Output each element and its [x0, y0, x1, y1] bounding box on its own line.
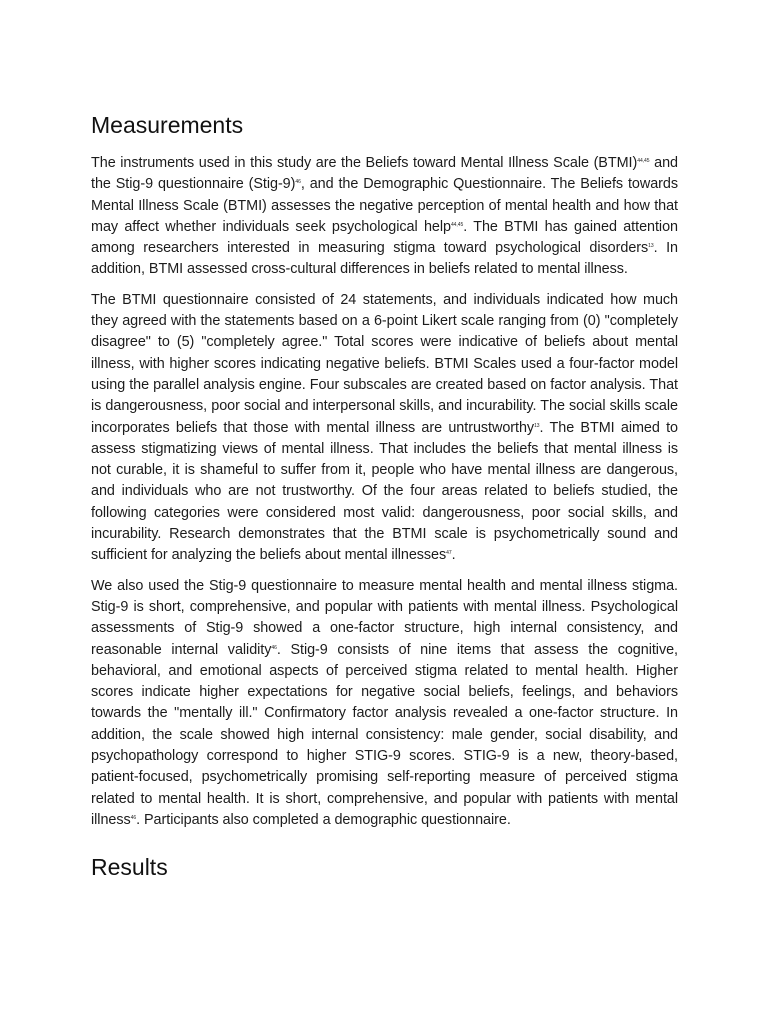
paragraph-instruments: [91, 153, 678, 281]
citation-superscript: 46: [130, 814, 137, 821]
text-run: We also used the Stig-9 questionnaire to measure mental health and mental illness stigma. Stig-9 is short, comprehensive, and popular with patients with mental illness. Psychological assessments of Stig-9 showed a one-factor structure, high internal consistency, and reasonable internal validity: [91, 577, 678, 658]
citation-superscript: 13: [648, 243, 654, 250]
text-run: . Stig-9 consists of nine items that assess the cognitive, behavioral, and emotional aspects of perceived stigma related to mental health. Higher scores indicate higher expectations for negative social beliefs, feelings, and behaviors towards the "mentally ill." Confirmatory factor analysis revealed a one-factor structure. In addition, the scale showed high internal consistency: male gender, social disability, and psychopathology correspond to higher STIG-9 scores. STIG-9 is a new, theory-based, patient-focused, psychometrically promising self-reporting measure of perceived stigma related to mental health. It is short, comprehensive, and popular with patients with mental illness: [91, 641, 678, 828]
text-run: . The BTMI has gained attention among researchers interested in measuring stigma toward psychological disorders: [91, 218, 678, 257]
text-run: The BTMI questionnaire consisted of 24 statements, and individuals indicated how much they agreed with the statements based on a 6-point Likert scale ranging from (0) "completely disagree" to (5) "completely agree." Total scores were indicative of beliefs about mental illness, with higher scores indicating negative beliefs. BTMI Scales used a four-factor model using the parallel analysis engine. Four subscales are created based on factor analysis. That is dangerousness, poor social and interpersonal skills, and incurability. The social skills scale incorporates beliefs that those with mental illness are untrustworthy: [91, 291, 678, 436]
citation-superscript: 46: [295, 179, 301, 186]
citation-superscript: 44,45: [637, 158, 650, 164]
text-run: , and the Demographic Questionnaire. The Beliefs towards Mental Illness Scale (BTMI) assesses the negative perception of mental health and how that may affect whether individuals seek psychological help: [91, 176, 679, 235]
section-heading-results: Results: [91, 854, 168, 881]
citation-superscript: 44,45: [450, 221, 464, 228]
citation-superscript: 13: [534, 422, 540, 429]
text-run: .: [451, 547, 456, 564]
text-run: . Participants also completed a demographic questionnaire.: [136, 811, 511, 828]
text-run: The instruments used in this study are the Beliefs toward Mental Illness Scale (BTMI): [91, 155, 638, 171]
text-run: and the Stig-9 questionnaire (Stig-9): [91, 155, 679, 193]
section-heading-measurements: Measurements: [91, 112, 244, 138]
paragraph-btmi: [91, 290, 678, 567]
text-run: . In addition, BTMI assessed cross-cultural differences in beliefs related to mental illness.: [91, 240, 678, 278]
citation-superscript: 46: [271, 644, 277, 651]
citation-superscript: 47: [446, 550, 452, 557]
text-run: . The BTMI aimed to assess stigmatizing views of mental illness. That includes the beliefs that mental illness is not curable, it is shameful to suffer from it, people who have mental illness are dangerous, and individuals who are not trustworthy. Of the four areas related to beliefs studied, the following categories were considered most valid: dangerousness, poor social skills, and incurability. Research demonstrates that the BTMI scale is psychometrically sound and sufficient for analyzing the beliefs about mental illnesses: [91, 419, 678, 564]
paragraph-stig9: [91, 576, 678, 832]
